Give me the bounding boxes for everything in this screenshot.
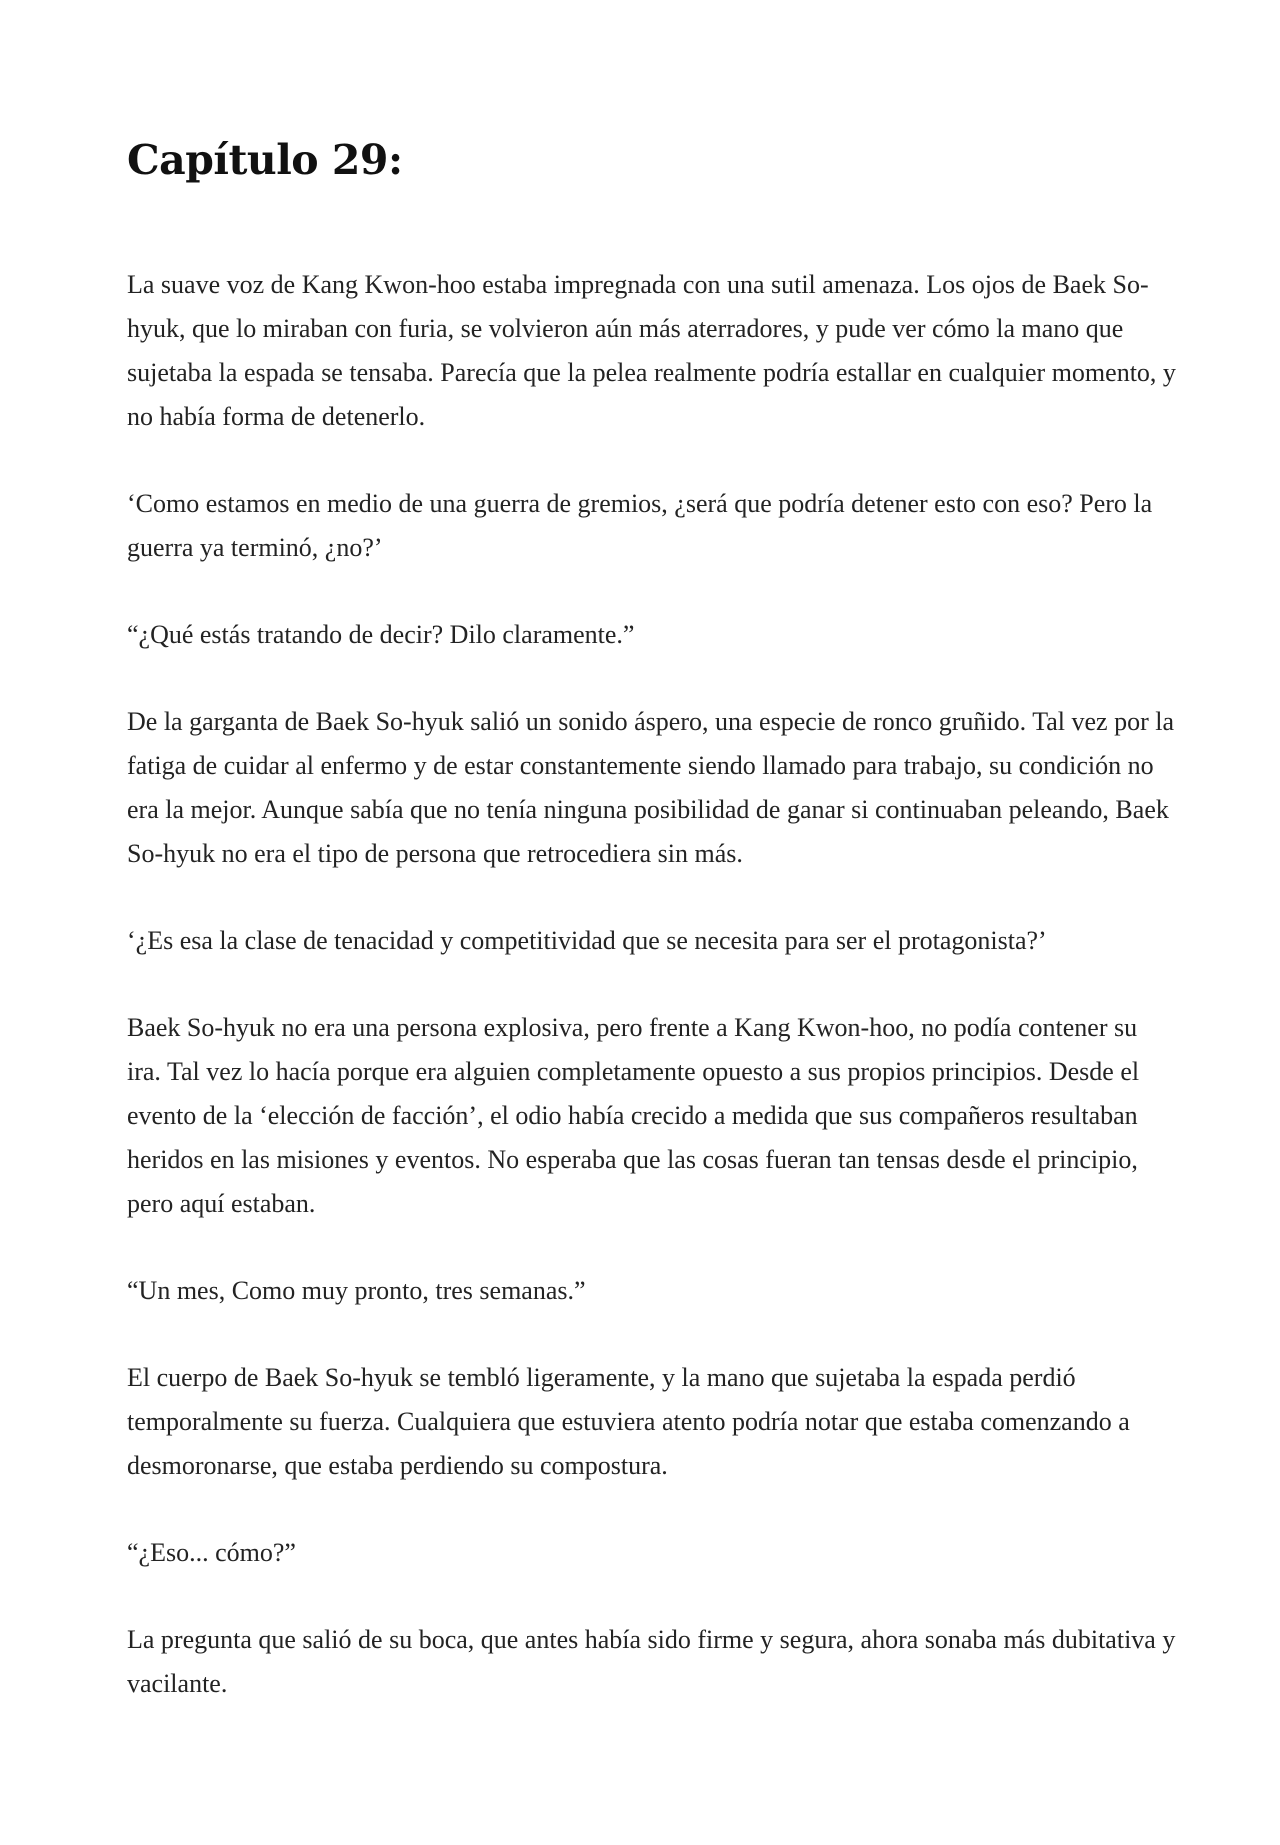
- chapter-title: Capítulo 29:: [127, 136, 403, 184]
- paragraph: El cuerpo de Baek So-hyuk se tembló ligeramente, y la mano que sujetaba la espada perdió temporalmente su fuerza. Cualquiera que estuviera atento podría notar que estaba comenzando a desmoronarse, que estaba perdiendo su compostura.: [127, 1363, 1130, 1480]
- paragraph: De la garganta de Baek So-hyuk salió un sonido áspero, una especie de ronco gruñido. Tal vez por la fatiga de cuidar al enfermo y de estar constantemente siendo llamado para trabajo, su condición no era la mejor. Aunque sabía que no tenía ninguna posibilidad de ganar si continuaban peleando, Baek So-hyuk no era el tipo de persona que retrocediera sin más.: [127, 707, 1175, 868]
- document-page: [127, 128, 1177, 1698]
- chapter-body: [127, 263, 1177, 1749]
- paragraph: “¿Eso... cómo?”: [127, 1538, 296, 1567]
- paragraph: ‘Como estamos en medio de una guerra de gremios, ¿será que podría detener esto con eso? Pero la guerra ya terminó, ¿no?’: [127, 489, 1153, 562]
- paragraph: “Un mes, Como muy pronto, tres semanas.”: [127, 1276, 586, 1305]
- paragraph: ‘¿Es esa la clase de tenacidad y competitividad que se necesita para ser el protagonista?’: [127, 926, 1047, 955]
- paragraph: Baek So-hyuk no era una persona explosiva, pero frente a Kang Kwon-hoo, no podía contener su ira. Tal vez lo hacía porque era alguien completamente opuesto a sus propios principios. Desde el evento de la ‘elección de facción’, el odio había crecido a medida que sus compañeros resultaban heridos en las misiones y eventos. No esperaba que las cosas fueran tan tensas desde el principio, pero aquí estaban.: [127, 1013, 1140, 1218]
- paragraph: “¿Qué estás tratando de decir? Dilo claramente.”: [127, 620, 635, 649]
- paragraph: La suave voz de Kang Kwon-hoo estaba impregnada con una sutil amenaza. Los ojos de Baek So-hyuk, que lo miraban con furia, se volvieron aún más aterradores, y pude ver cómo la mano que sujetaba la espada se tensaba. Parecía que la pelea realmente podría estallar en cualquier momento, y no había forma de detenerlo.: [127, 270, 1176, 431]
- paragraph: La pregunta que salió de su boca, que antes había sido firme y segura, ahora sonaba más dubitativa y vacilante.: [127, 1625, 1176, 1698]
